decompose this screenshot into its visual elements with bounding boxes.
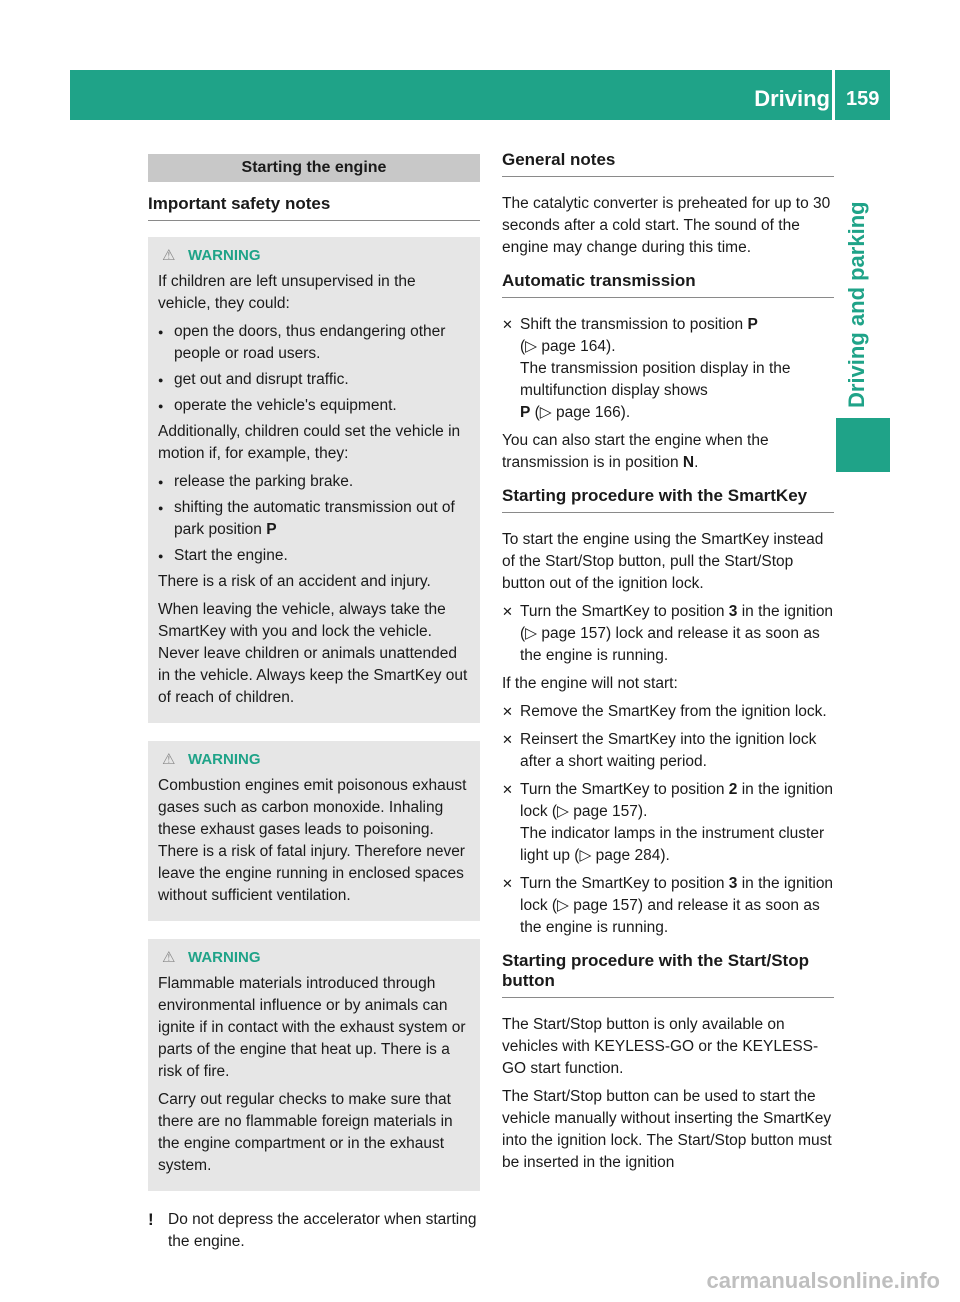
- list-item: ● Start the engine.: [158, 545, 472, 567]
- paragraph: The catalytic converter is preheated for up to 30 seconds after a cold start. The sound of the engine may change during this time.: [502, 195, 831, 256]
- heading-general-notes: General notes: [502, 150, 834, 177]
- exclamation-icon: !: [148, 1210, 154, 1229]
- note-accelerator: [148, 1209, 480, 1253]
- bullet-list: [158, 321, 472, 417]
- side-tab-block: [836, 418, 890, 472]
- side-tab-label: Driving and parking: [844, 201, 869, 408]
- header-section-title: Driving: [754, 86, 830, 111]
- list-item: ● get out and disrupt traffic.: [158, 369, 472, 391]
- warning-text: Combustion engines emit poisonous exhaust gases such as carbon monoxide. Inhaling these exhaust gases leads to poisoning. There is a risk of fatal injury. Therefore never leave the engine running in enclosed spaces without sufficient ventilation.: [158, 777, 467, 904]
- warning-title: ⚠ WARNING: [158, 749, 472, 771]
- list-item: ● open the doors, thus endangering other people or road users.: [158, 321, 472, 365]
- warning-title: ⚠ WARNING: [158, 947, 472, 969]
- step-item: ✕ Turn the SmartKey to position 3 in the ignition (▷ page 157) lock and release it as soon as the engine is running.: [502, 601, 834, 667]
- warning-text: There is a risk of an accident and injury.: [158, 573, 431, 590]
- list-item: ● operate the vehicle's equipment.: [158, 395, 472, 417]
- warning-text: If children are left unsupervised in the vehicle, they could:: [158, 273, 416, 312]
- warning-triangle-icon: ⚠: [162, 949, 176, 966]
- warning-triangle-icon: ⚠: [162, 751, 176, 768]
- warning-title: ⚠ WARNING: [158, 245, 472, 267]
- step-item: ✕ Turn the SmartKey to position 3 in the ignition lock (▷ page 157) and release it as soon as the engine is running.: [502, 873, 834, 939]
- list-item: ● release the parking brake.: [158, 471, 472, 493]
- warning-box-exhaust: [148, 741, 480, 921]
- step-item: ✕ Shift the transmission to position P (▷ page 164). The transmission position display in the multifunction display shows P (▷ page 166).: [502, 314, 834, 424]
- warning-box-fire: [148, 939, 480, 1191]
- step-item: ✕ Reinsert the SmartKey into the ignition lock after a short waiting period.: [502, 729, 834, 773]
- paragraph: To start the engine using the SmartKey instead of the Start/Stop button, pull the Start/Stop button out of the ignition lock.: [502, 531, 824, 592]
- left-column: [148, 150, 480, 1253]
- step-list: [502, 314, 834, 424]
- warning-text: Additionally, children could set the vehicle in motion if, for example, they:: [158, 423, 461, 462]
- paragraph: The Start/Stop button is only available on vehicles with KEYLESS-GO or the KEYLESS-GO start function.: [502, 1016, 819, 1077]
- note-text: Do not depress the accelerator when starting the engine.: [168, 1211, 477, 1250]
- right-column: [502, 150, 834, 1180]
- watermark: carmanualsonline.info: [706, 1268, 940, 1293]
- warning-text: Carry out regular checks to make sure that there are no flammable foreign materials in the engine compartment or in the exhaust system.: [158, 1091, 453, 1174]
- heading-smartkey-procedure: Starting procedure with the SmartKey: [502, 486, 834, 513]
- section-title-bar: Starting the engine: [148, 154, 480, 182]
- heading-safety-notes: Important safety notes: [148, 194, 480, 221]
- step-item: ✕ Turn the SmartKey to position 2 in the ignition lock (▷ page 157). The indicator lamps in the instrument cluster light up (▷ page 284).: [502, 779, 834, 867]
- paragraph: The Start/Stop button can be used to start the vehicle manually without inserting the SmartKey into the ignition lock. The Start/Stop button must be inserted in the ignition: [502, 1088, 832, 1171]
- header-divider: [832, 70, 835, 120]
- step-list: [502, 601, 834, 667]
- list-item: ● shifting the automatic transmission out of park position P: [158, 497, 472, 541]
- warning-triangle-icon: ⚠: [162, 247, 176, 264]
- warning-text: Flammable materials introduced through environmental influence or by animals can ignite if in contact with the exhaust system or parts of the engine that heat up. There is a risk of fire.: [158, 975, 466, 1080]
- warning-text: When leaving the vehicle, always take the SmartKey with you and lock the vehicle. Never leave children or animals unattended in the vehicle. Always keep the SmartKey out of reach of children.: [158, 601, 468, 706]
- heading-startstop-procedure: Starting procedure with the Start/Stop button: [502, 951, 834, 998]
- step-list: [502, 701, 834, 939]
- bullet-list: [158, 471, 472, 567]
- paragraph: You can also start the engine when the transmission is in position N.: [502, 432, 769, 471]
- warning-box-children: [148, 237, 480, 723]
- paragraph: If the engine will not start:: [502, 675, 678, 692]
- page-number: 159: [846, 88, 880, 110]
- heading-automatic-transmission: Automatic transmission: [502, 271, 834, 298]
- step-item: ✕ Remove the SmartKey from the ignition lock.: [502, 701, 834, 723]
